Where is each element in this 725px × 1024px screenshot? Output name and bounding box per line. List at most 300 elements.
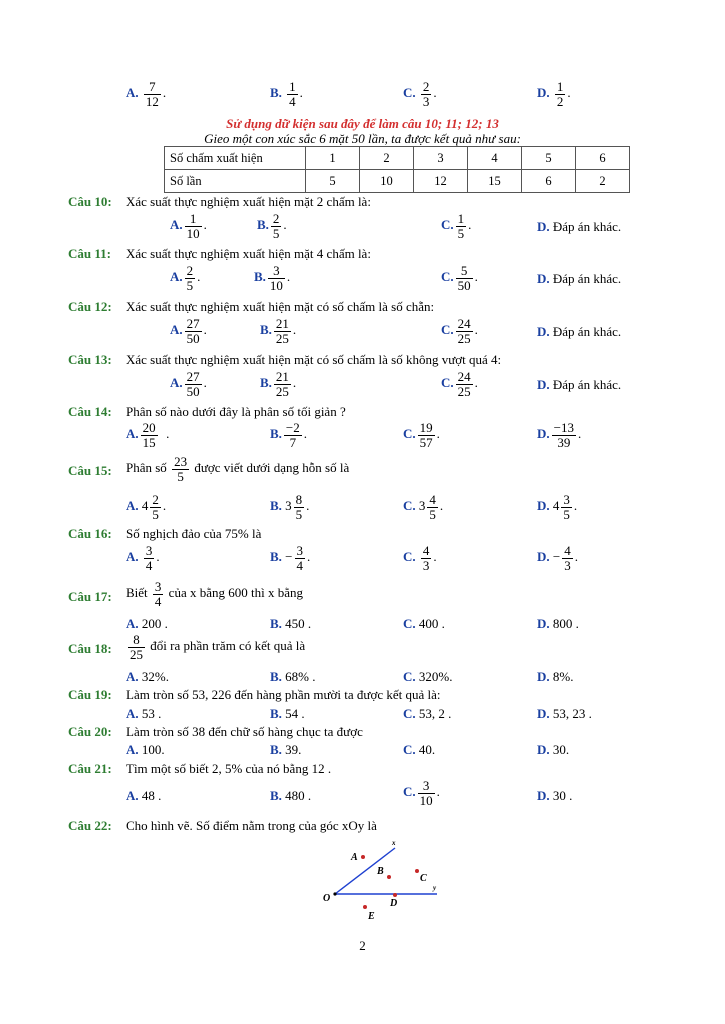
question-text-pre: Phân số [126, 460, 167, 476]
point-d [393, 893, 397, 897]
option-label: D. [537, 219, 550, 234]
option-label: B. [270, 616, 282, 631]
denominator: 5 [177, 468, 184, 484]
whole-part: 3 [285, 498, 292, 514]
denominator: 50 [186, 383, 200, 399]
question-label: Câu 15: [68, 463, 112, 478]
numerator: 21 [275, 369, 289, 384]
q20-option-b [270, 742, 301, 758]
q19-option-d [537, 706, 592, 722]
option-label: C. [403, 616, 416, 631]
question-label: Câu 11: [68, 246, 111, 261]
punct: . [573, 498, 578, 514]
numerator: 2 [422, 79, 430, 94]
punct: . [468, 217, 472, 233]
option-text: 100. [141, 742, 165, 757]
numerator: 4 [422, 543, 430, 558]
option-label: A. [126, 85, 139, 101]
sign: − [552, 549, 561, 565]
option-label: A. [126, 706, 139, 721]
q13-option-b [260, 370, 296, 398]
question-text: Xác suất thực nghiệm xuất hiện mặt có số chấm là số chẵn: [126, 299, 435, 314]
option-label: C. [403, 498, 416, 514]
fraction [456, 317, 473, 345]
question-text: Số nghịch đảo của 75% là [126, 526, 262, 541]
option-text: Đáp án khác. [552, 271, 622, 286]
option-text: 480 . [285, 788, 312, 803]
ray-y-label: y [433, 884, 437, 892]
punct: . [306, 498, 310, 514]
numerator: 3 [145, 543, 153, 558]
option-label: B. [270, 742, 282, 757]
q10-option-d [537, 219, 621, 235]
numerator: −2 [285, 420, 300, 435]
option-text: 53, 23 . [552, 706, 592, 721]
denominator: 10 [186, 225, 200, 241]
numerator: 1 [185, 212, 202, 227]
q12-option-d [537, 324, 621, 340]
ray-ox [335, 848, 395, 894]
punct: . [166, 426, 170, 442]
option-label: B. [270, 498, 282, 514]
q17-option-b [270, 616, 311, 632]
option-label: A. [126, 669, 139, 684]
denominator: 25 [275, 330, 289, 346]
option-label: D. [537, 271, 550, 286]
option-label: A. [170, 217, 183, 233]
option-label: B. [257, 217, 269, 233]
option-label: A. [126, 788, 139, 803]
q15-option-c [403, 493, 443, 521]
denominator: 3 [564, 557, 571, 573]
option-label: A. [126, 426, 139, 442]
dice-results-table [164, 146, 630, 193]
fraction [284, 421, 302, 449]
fraction [421, 544, 432, 572]
option-text: Đáp án khác. [552, 377, 622, 392]
q15-option-a [126, 493, 166, 521]
option-label: A. [170, 322, 183, 338]
option-text: 30. [552, 742, 570, 757]
option-text: 8%. [552, 669, 574, 684]
denominator: 15 [142, 434, 156, 450]
prev-option-d [537, 80, 571, 108]
q18-option-c [403, 669, 452, 685]
fraction [141, 421, 158, 449]
q21-option-a [126, 788, 161, 804]
fraction [456, 264, 473, 292]
option-text: 200 . [141, 616, 168, 631]
q16-option-c [403, 544, 437, 572]
question-label: Câu 18: [68, 641, 112, 656]
denominator: 25 [275, 383, 289, 399]
q17-option-a [126, 616, 168, 632]
option-label: D. [537, 85, 550, 101]
denominator: 25 [457, 330, 471, 346]
numerator: 1 [556, 79, 564, 94]
punct: . [433, 85, 437, 101]
table-cell: 1 [306, 147, 360, 170]
table-cell: 15 [468, 170, 522, 193]
q18-option-b [270, 669, 316, 685]
q18-option-d [537, 669, 573, 685]
section-intro: Gieo một con xúc sắc 6 mặt 50 lần, ta được kết quả như sau: [204, 131, 521, 146]
punct: . [567, 85, 571, 101]
punct: . [474, 375, 478, 391]
option-label: A. [126, 616, 139, 631]
q10-option-a [170, 212, 207, 240]
fraction [128, 633, 145, 661]
denominator: 57 [419, 434, 433, 450]
option-label: B. [270, 426, 282, 442]
denominator: 25 [457, 383, 471, 399]
denominator: 39 [557, 434, 571, 450]
punct: . [203, 322, 207, 338]
table-cell: 6 [522, 170, 576, 193]
point-b [387, 875, 391, 879]
q15-option-b [270, 493, 309, 521]
point-a [361, 855, 365, 859]
option-label: C. [403, 85, 416, 101]
punct: . [292, 322, 297, 338]
table-cell: 3 [414, 147, 468, 170]
numerator: 20 [142, 420, 156, 435]
fraction [185, 317, 202, 345]
fraction [418, 779, 435, 807]
numerator: 5 [456, 264, 473, 279]
option-text: 39. [285, 742, 302, 757]
whole-part: 4 [552, 498, 560, 514]
q20-option-a [126, 742, 165, 758]
option-label: B. [254, 269, 266, 285]
fraction [421, 80, 432, 108]
fraction [427, 493, 438, 521]
numerator: −13 [553, 420, 574, 435]
option-text: 54 . [285, 706, 305, 721]
punct: . [436, 784, 440, 800]
prev-option-b [270, 80, 303, 108]
q14-option-b [270, 421, 307, 449]
question-label: Câu 19: [68, 687, 112, 702]
numerator: 3 [154, 579, 162, 594]
question-label: Câu 16: [68, 526, 112, 541]
numerator: 19 [419, 420, 433, 435]
table-cell: 5 [306, 170, 360, 193]
q16-option-d [537, 544, 578, 572]
denominator: 5 [429, 506, 436, 522]
q20-option-d [537, 742, 569, 758]
punct: . [574, 549, 578, 565]
option-text: 32%. [141, 669, 169, 684]
punct: . [197, 269, 201, 285]
fraction [185, 264, 196, 292]
q13-option-d [537, 377, 621, 393]
fraction [294, 493, 305, 521]
q12-option-a [170, 317, 207, 345]
question-text: Xác suất thực nghiệm xuất hiện mặt có số chấm là số không vượt quá 4: [126, 352, 502, 367]
question-text-pre: Biết [126, 585, 148, 601]
numerator: 2 [186, 263, 194, 278]
punct: . [156, 549, 160, 565]
numerator: 3 [268, 264, 285, 279]
denominator: 12 [145, 93, 159, 109]
question-text [126, 580, 303, 608]
option-label: D. [537, 742, 550, 757]
question-text [126, 455, 349, 483]
whole-part: 4 [141, 498, 149, 514]
option-text: 30 . [552, 788, 573, 803]
option-text: 400 . [418, 616, 445, 631]
option-text: 68% . [285, 669, 316, 684]
page-number: 2 [359, 938, 366, 953]
numerator: 8 [128, 633, 145, 648]
fraction [287, 80, 298, 108]
option-text: 320%. [418, 669, 453, 684]
option-label: D. [537, 788, 550, 803]
fraction [456, 212, 467, 240]
question-text [126, 633, 305, 661]
q11-option-a [170, 264, 200, 292]
option-label: A. [126, 549, 139, 565]
punct: . [203, 217, 207, 233]
option-label: B. [270, 669, 282, 684]
table-cell: 12 [414, 170, 468, 193]
q17-option-c [403, 616, 445, 632]
numerator: 27 [186, 316, 200, 331]
numerator: 1 [457, 211, 465, 226]
option-label: C. [441, 375, 454, 391]
punct: . [436, 426, 440, 442]
q16-option-a [126, 544, 160, 572]
q18-option-a [126, 669, 169, 685]
option-text: 40. [418, 742, 436, 757]
numerator: 27 [186, 369, 200, 384]
option-text: 48 . [141, 788, 162, 803]
q10-option-b [257, 212, 287, 240]
question-text: Phân số nào dưới đây là phân số tối giản ? [126, 404, 346, 419]
denominator: 5 [152, 506, 159, 522]
q14-option-a [126, 421, 169, 449]
point-c-label: C [420, 873, 427, 884]
option-label: C. [403, 784, 416, 800]
option-label: C. [403, 706, 416, 721]
denominator: 5 [186, 277, 194, 293]
fraction [555, 80, 566, 108]
numerator: 24 [457, 316, 471, 331]
point-b-label: B [377, 866, 384, 877]
q17-option-d [537, 616, 579, 632]
whole-part: 3 [418, 498, 426, 514]
option-text: 450 . [285, 616, 312, 631]
fraction [552, 421, 576, 449]
fraction [562, 544, 573, 572]
q21-option-d [537, 788, 572, 804]
question-label: Câu 21: [68, 761, 112, 776]
point-o [333, 892, 336, 895]
option-label: D. [537, 616, 550, 631]
q15-option-d [537, 493, 577, 521]
fraction [144, 544, 155, 572]
fraction [274, 370, 291, 398]
question-label: Câu 10: [68, 194, 112, 209]
fraction [185, 212, 202, 240]
table-row [165, 170, 630, 193]
fraction [144, 80, 161, 108]
option-label: C. [403, 549, 416, 565]
denominator: 3 [422, 557, 430, 573]
table-row-header: Số chấm xuất hiện [165, 147, 306, 170]
punct: . [307, 549, 311, 565]
question-label: Câu 12: [68, 299, 112, 314]
option-label: A. [126, 742, 139, 757]
numerator: 3 [296, 543, 304, 558]
question-text: Cho hình vẽ. Số điểm nằm trong của góc xOy là [126, 818, 377, 833]
table-cell: 4 [468, 147, 522, 170]
option-label: C. [441, 322, 454, 338]
punct: . [286, 269, 291, 285]
question-text-post: của x bằng 600 thì x bằng [168, 585, 303, 601]
punct: . [474, 322, 478, 338]
question-label: Câu 13: [68, 352, 112, 367]
q21-option-c [403, 779, 440, 807]
fraction [153, 580, 164, 608]
denominator: 10 [419, 792, 433, 808]
table-row [165, 147, 630, 170]
table-cell: 2 [360, 147, 414, 170]
option-label: C. [403, 669, 416, 684]
numerator: 3 [418, 779, 435, 794]
option-label: B. [270, 549, 282, 565]
prev-option-a [126, 80, 166, 108]
fraction [456, 370, 473, 398]
q11-option-b [254, 264, 290, 292]
numerator: 3 [563, 492, 570, 507]
punct: . [433, 549, 437, 565]
question-text: Xác suất thực nghiệm xuất hiện mặt 2 chấm là: [126, 194, 371, 209]
fraction [185, 370, 202, 398]
numerator: 8 [295, 492, 303, 507]
table-cell: 5 [522, 147, 576, 170]
denominator: 4 [289, 93, 296, 109]
table-cell: 2 [576, 170, 630, 193]
option-label: D. [537, 669, 550, 684]
fraction [561, 493, 572, 521]
table-cell: 10 [360, 170, 414, 193]
denominator: 7 [289, 434, 297, 450]
question-label: Câu 20: [68, 724, 112, 739]
option-label: D. [537, 324, 550, 339]
numerator: 24 [457, 369, 471, 384]
punct: . [283, 217, 287, 233]
option-label: B. [260, 322, 272, 338]
q21-option-b [270, 788, 311, 804]
option-label: B. [260, 375, 272, 391]
table-row-header: Số lần [165, 170, 306, 193]
q16-option-b [270, 544, 310, 572]
option-label: D. [537, 549, 550, 565]
numerator: 1 [289, 79, 296, 94]
numerator: 23 [174, 454, 188, 469]
denominator: 5 [563, 506, 570, 522]
numerator: 21 [275, 316, 289, 331]
option-label: D. [537, 498, 550, 514]
denominator: 5 [272, 225, 280, 241]
point-d-label: D [390, 898, 398, 909]
q10-option-c [441, 212, 471, 240]
point-e-label: E [368, 911, 375, 922]
punct: . [162, 85, 167, 101]
punct: . [203, 375, 207, 391]
point-c [415, 869, 419, 873]
punct: . [292, 375, 297, 391]
sign: − [285, 549, 293, 565]
option-label: A. [170, 375, 183, 391]
question-text: Xác suất thực nghiệm xuất hiện mặt 4 chấm là: [126, 246, 371, 261]
fraction [271, 212, 282, 240]
fraction [268, 264, 285, 292]
question-text-post: được viết dưới dạng hỗn số là [194, 460, 350, 476]
prev-option-c [403, 80, 437, 108]
option-text: 53 . [141, 706, 162, 721]
question-text: Làm tròn số 53, 226 đến hàng phần mười ta được kết quả là: [126, 687, 441, 702]
question-label: Câu 22: [68, 818, 112, 833]
option-label: A. [126, 498, 139, 514]
fraction [274, 317, 291, 345]
denominator: 4 [145, 557, 153, 573]
fraction [418, 421, 435, 449]
numerator: 7 [144, 80, 161, 95]
punct: . [439, 498, 444, 514]
option-text: 53, 2 . [418, 706, 452, 721]
option-text: Đáp án khác. [552, 219, 622, 234]
q19-option-b [270, 706, 305, 722]
question-text-post: đổi ra phần trăm có kết quả là [150, 638, 306, 654]
denominator: 5 [295, 506, 303, 522]
denominator: 50 [457, 277, 471, 293]
question-label: Câu 14: [68, 404, 112, 419]
table-cell: 6 [576, 147, 630, 170]
denominator: 2 [556, 93, 564, 109]
punct: . [474, 269, 478, 285]
q12-option-c [441, 317, 478, 345]
option-label: C. [441, 269, 454, 285]
q12-option-b [260, 317, 296, 345]
q13-option-a [170, 370, 207, 398]
denominator: 5 [457, 225, 465, 241]
option-label: D. [537, 706, 550, 721]
punct: . [577, 426, 582, 442]
denominator: 50 [186, 330, 200, 346]
fraction [150, 493, 161, 521]
section-title: Sử dụng dữ kiện sau đây để làm câu 10; 11; 12; 13 [226, 116, 499, 131]
fraction [295, 544, 306, 572]
option-label: D. [537, 377, 550, 392]
numerator: 4 [429, 492, 436, 507]
denominator: 3 [422, 93, 430, 109]
denominator: 4 [154, 593, 162, 609]
numerator: 4 [564, 543, 571, 558]
denominator: 4 [296, 557, 304, 573]
punct: . [299, 85, 303, 101]
option-label: C. [403, 426, 416, 442]
question-label: Câu 17: [68, 589, 112, 604]
punct: . [303, 426, 308, 442]
option-label: D. [537, 426, 550, 442]
numerator: 2 [152, 492, 159, 507]
q14-option-c [403, 421, 440, 449]
option-label: C. [441, 217, 454, 233]
question-text: Làm tròn số 38 đến chữ số hàng chục ta được [126, 724, 363, 739]
